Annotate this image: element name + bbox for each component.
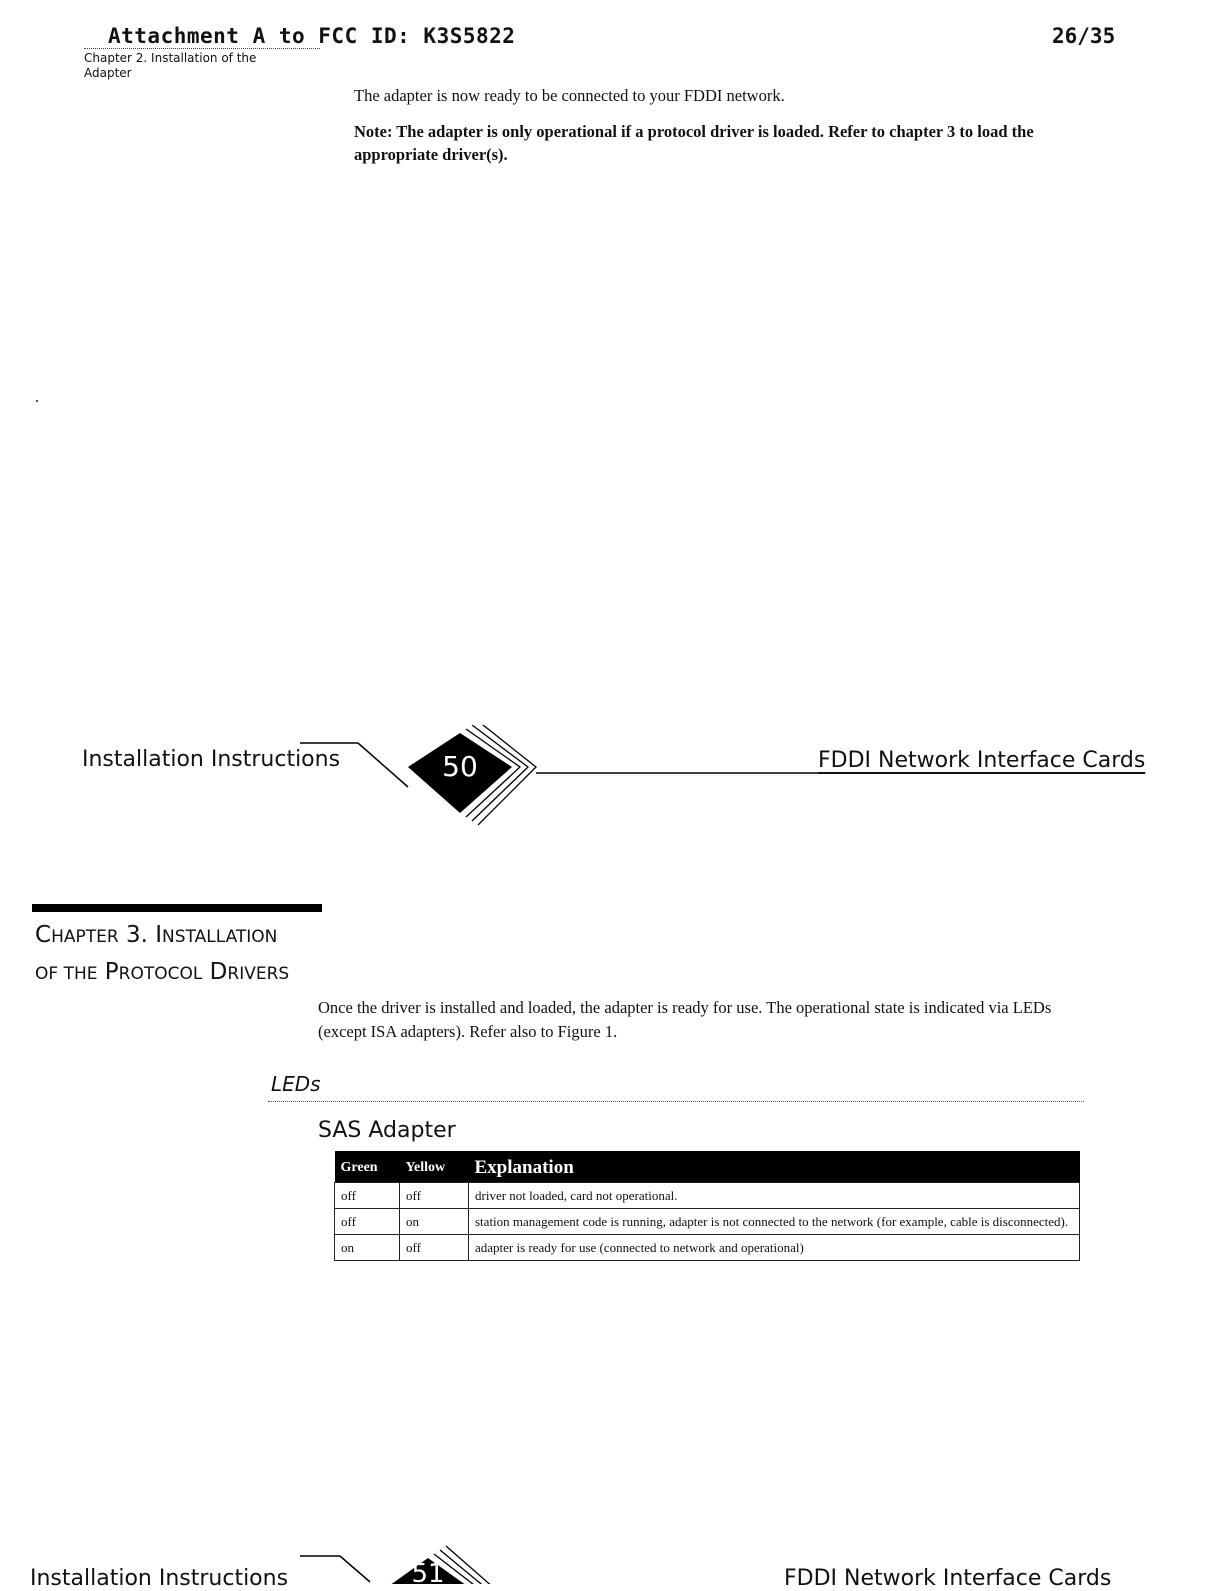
fax-page-number: 26/35 — [1052, 24, 1116, 48]
table-row — [335, 1183, 1080, 1209]
table-row — [335, 1235, 1080, 1261]
footer-page-number: 50 — [442, 750, 478, 783]
cell-explanation: driver not loaded, card not operational. — [469, 1183, 1080, 1209]
running-head: Chapter 2. Installation of the Adapter — [84, 51, 257, 80]
cell-green: off — [335, 1183, 400, 1209]
footer-left-slant — [358, 743, 408, 787]
footer-left-label: Installation Instructions — [82, 747, 341, 772]
ready-text: The adapter is now ready to be connected to your FDDI network. — [354, 86, 785, 105]
cell-yellow: on — [400, 1209, 469, 1235]
column-header-green: Green — [335, 1151, 400, 1183]
page2-footer-left-label: Installation Instructions — [30, 1566, 289, 1591]
table-row — [335, 1209, 1080, 1235]
led-table — [334, 1151, 1080, 1261]
cell-explanation: station management code is running, adapter is not connected to the network (for example, cable is disconnected). — [469, 1209, 1080, 1235]
cell-explanation: adapter is ready for use (connected to network and operational) — [469, 1235, 1080, 1261]
chapter-title: CHAPTER 3. INSTALLATION OF THE PROTOCOL DRIVERS — [35, 922, 290, 985]
table-header-row — [335, 1151, 1080, 1183]
column-header-yellow: Yellow — [400, 1151, 469, 1183]
page2-footer-left-slant — [340, 1556, 370, 1582]
intro-paragraph: Once the driver is installed and loaded, the adapter is ready for use. The operational state is indicated via LEDs (except ISA adapters). Refer also to Figure 1. — [318, 998, 1052, 1041]
footer-page-graphic — [300, 725, 1130, 835]
chapter-bar — [32, 904, 322, 912]
footer-right-label: FDDI Network Interface Cards — [818, 748, 1146, 773]
sas-adapter-heading: SAS Adapter — [318, 1118, 456, 1143]
leds-rule — [268, 1101, 1084, 1102]
leds-heading: LEDs — [271, 1072, 321, 1096]
page2-footer-page-number: 51 — [411, 1559, 445, 1584]
cell-green: off — [335, 1209, 400, 1235]
cell-yellow: off — [400, 1183, 469, 1209]
fax-header-rule — [84, 48, 320, 49]
note-text: Note: The adapter is only operational if a protocol driver is loaded. Refer to chapter 3 to load the appropriate driver(s). — [354, 122, 1034, 164]
column-header-explanation: Explanation — [469, 1151, 1080, 1183]
cell-yellow: off — [400, 1235, 469, 1261]
cell-green: on — [335, 1235, 400, 1261]
fax-header-title: Attachment A to FCC ID: K3S5822 — [108, 24, 516, 48]
scan-speck — [36, 400, 38, 402]
page2-footer-right-label: FDDI Network Interface Cards — [784, 1566, 1112, 1591]
